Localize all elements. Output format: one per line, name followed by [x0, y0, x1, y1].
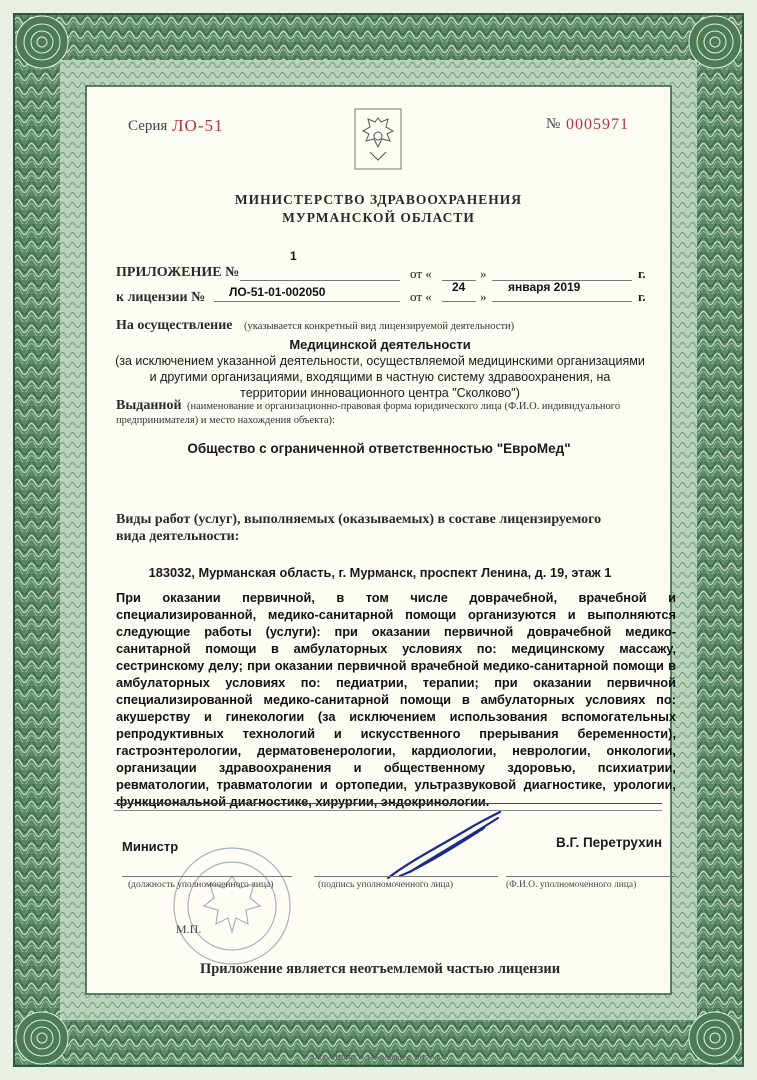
number-value: 0005971 [566, 116, 629, 133]
license-day: 24 [452, 280, 466, 294]
license-label: к лицензии № [116, 290, 206, 305]
number-label: № [546, 116, 561, 132]
organization-name: Общество с ограниченной ответственностью "ЕвроМед" [187, 441, 571, 456]
license-year-suffix: г. [638, 289, 646, 304]
activity-label: На осуществление [116, 318, 233, 333]
separator-line [114, 803, 662, 804]
series-value: ЛО-51 [172, 116, 224, 135]
issued-hint-line1: (наименование и организационно-правовая форма юридического лица (Ф.И.О. индивидуального [187, 401, 621, 412]
appendix-number-line [240, 280, 400, 281]
position-line [122, 876, 292, 877]
license-day-line [442, 301, 476, 302]
stamp-place: М.П. [176, 922, 202, 936]
license-number: ЛО-51-01-002050 [229, 285, 326, 299]
activity-desc-line3: территории инновационного центра "Сколково") [240, 386, 520, 400]
caption-name: (Ф.И.О. уполномоченного лица) [506, 880, 637, 890]
printer-info: ЗАО «СИБПРО», Новосибирск, 2017, «Б». [310, 1053, 447, 1062]
coat-of-arms-icon [354, 108, 402, 170]
activity-desc-line2: и другими организациями, входящими в частную систему здравоохранения, на [149, 370, 611, 384]
signatory-position: Министр [122, 839, 179, 854]
signatory-name: В.Г. Перетрухин [556, 835, 663, 850]
works-description: При оказании первичной, в том числе доврачебной, врачебной и специализированной, медико-санитарной помощи организуются и выполняются следующие работы (услуги): при оказании первичной доврачебной медико-санитарной помощи в амбулаторных условиях по: медицинскому массажу, сестринскому делу; при оказании первичной врачебной медико-санитарной помощи в амбулаторных условиях по: педиатрии, терапии; при оказании первичной специализированной медико-санитарной помощи в амбулаторных условиях по: акушерству и гинекологии (за исключением использования вспомогательных репродуктивных технологий и искусственного прерывания беременности), гастроэнтерологии, дерматовенерологии, кардиологии, неврологии, онкологии, организации здравоохранения и общественному здоровью, психиатрии, ревматологии, травматологии и ортопедии, ультразвуковой диагностике, урологии, функциональной диагностике, хирургии, эндокринологии. [116, 590, 676, 809]
works-label-line2: вида деятельности: [116, 529, 240, 544]
license-number-line [214, 301, 400, 302]
appendix-number: 1 [290, 249, 297, 263]
ministry-line2: МУРМАНСКОЙ ОБЛАСТИ [282, 210, 475, 225]
license-month-year: января 2019 [508, 280, 581, 294]
ministry-line1: МИНИСТЕРСТВО ЗДРАВООХРАНЕНИЯ [234, 192, 523, 207]
activity-desc-line1: (за исключением указанной деятельности, осуществляемой медицинскими организациями [115, 354, 645, 368]
appendix-close-quote: » [480, 266, 487, 281]
footer-note: Приложение является неотъемлемой частью лицензии [199, 961, 561, 977]
appendix-year-suffix: г. [638, 266, 646, 281]
license-close-quote: » [480, 289, 487, 304]
issued-hint-line2: предпринимателя) и место нахождения объекта): [116, 415, 335, 426]
signature-line [314, 876, 498, 877]
appendix-label: ПРИЛОЖЕНИЕ № [116, 265, 240, 280]
license-from: от « [410, 289, 432, 304]
activity-title: Медицинской деятельности [289, 337, 471, 352]
activity-hint: (указывается конкретный вид лицензируемой деятельности) [244, 321, 515, 332]
caption-position: (должность уполномоченного лица) [128, 880, 274, 890]
caption-signature: (подпись уполномоченного лица) [318, 880, 454, 890]
issued-label: Выданной [116, 398, 182, 413]
series-label: Серия [128, 118, 168, 134]
works-address: 183032, Мурманская область, г. Мурманск, проспект Ленина, д. 19, этаж 1 [148, 565, 612, 580]
official-stamp [122, 836, 312, 966]
handwritten-signature [380, 806, 520, 886]
works-label-line1: Виды работ (услуг), выполняемых (оказываемых) в составе лицензируемого [116, 512, 602, 527]
appendix-from: от « [410, 266, 432, 281]
license-date-line [492, 301, 632, 302]
name-line [506, 876, 676, 877]
